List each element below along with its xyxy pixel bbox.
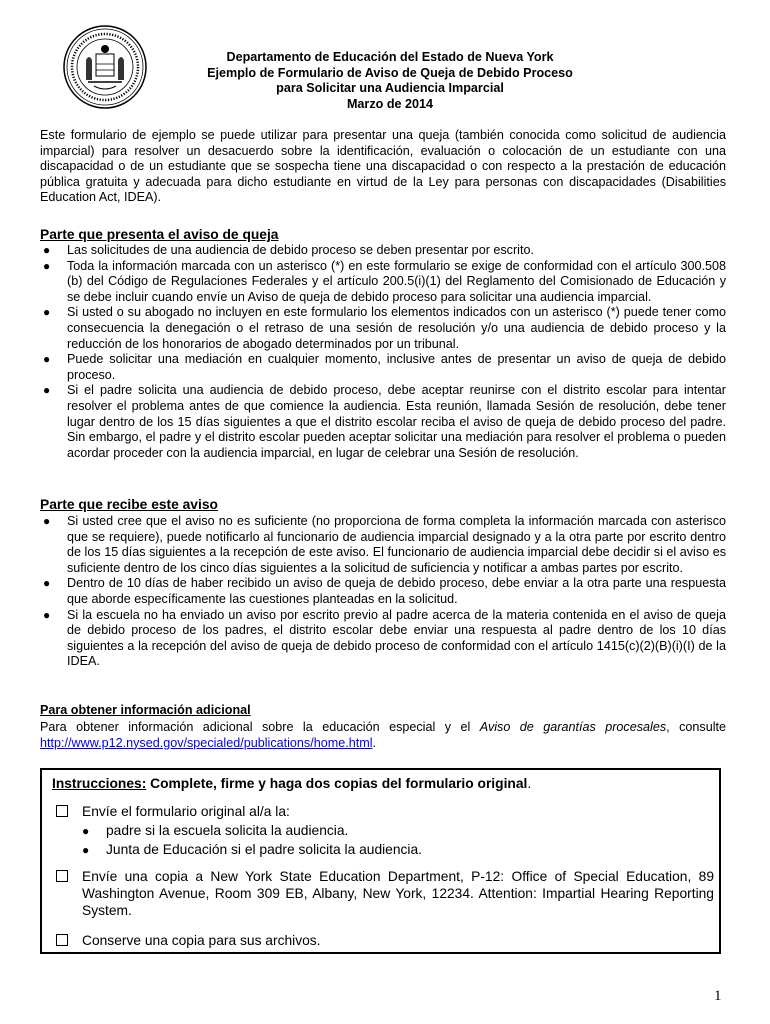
- bullet-icon: ●: [43, 607, 51, 622]
- more-info-italic: Aviso de garantías procesales: [479, 720, 667, 734]
- list-item-text: Si usted o su abogado no incluyen en este formulario los elementos indicados con un asterisco (*) puede tener como consecuencia la denegación o el retraso de una sesión de resolución y/o una audiencia de debido proceso y la reducción de los honorarios de abogado determinados por un tribunal.: [67, 305, 726, 351]
- instruction-item-2: Envíe una copia a New York State Education Department, P-12: Office of Special Education, 89 Washington Avenue, Room 309 EB, Albany, New York, 12234. Attention: Impartial Hearing Reporting System.: [82, 869, 714, 918]
- list-item-text: Si usted cree que el aviso no es suficiente (no proporciona de forma completa la información marcada con asterisco que se requiere), puede notificarlo al funcionario de audiencia imparcial designado y a la otra parte por escrito dentro de los 15 días siguientes a la recepción de este aviso. El funcionario de audiencia imparcial debe decidir si el aviso es suficiente dentro de los cinco días siguientes a la solicitud de suficiencia y notificar a ambas partes por escrito.: [67, 514, 726, 575]
- bullet-icon: ●: [82, 824, 90, 838]
- document-header: [160, 50, 620, 112]
- instructions-box: [40, 768, 721, 954]
- instructions-end: .: [527, 776, 532, 791]
- more-info-end: .: [372, 735, 377, 750]
- header-line-1: Departamento de Educación del Estado de Nueva York: [226, 50, 554, 64]
- header-line-4: Marzo de 2014: [346, 96, 434, 111]
- page-number: 1: [714, 988, 722, 1004]
- instructions-title: [52, 776, 531, 792]
- bullet-icon: ●: [43, 576, 51, 591]
- more-info-heading: Para obtener información adicional: [40, 703, 251, 717]
- list-item: [40, 514, 726, 576]
- checkbox-keep-copy[interactable]: [56, 934, 68, 946]
- header-line-3: para Solicitar una Audiencia Imparcial: [276, 81, 504, 96]
- bullet-icon: ●: [82, 843, 90, 857]
- bullet-icon: ●: [43, 514, 51, 528]
- more-info-text-after: , consulte: [666, 720, 727, 734]
- header-line-2: Ejemplo de Formulario de Aviso de Queja de Debido Proceso: [207, 65, 573, 80]
- instruction-subitem-1: [82, 822, 348, 840]
- bullet-icon: ●: [43, 383, 51, 398]
- instruction-subitem-2: [82, 841, 422, 859]
- section1-heading: Parte que presenta el aviso de queja: [40, 227, 279, 242]
- list-item: [40, 608, 726, 670]
- list-item: [40, 259, 726, 306]
- checkbox-send-copy[interactable]: [56, 870, 68, 882]
- list-item: [40, 576, 726, 607]
- list-item-text: Toda la información marcada con un asterisco (*) en este formulario se exige de conformidad con el artículo 300.508 (b) del Código de Regulaciones Federales y el artículo 200.5(i)(1) del Reglamento del Comisionado de Educación y se debe incluir cuando envíe un Aviso de queja de debido proceso para solicitar una audiencia imparcial.: [67, 258, 726, 304]
- publications-link[interactable]: http://www.p12.nysed.gov/specialed/publications/home.html: [40, 735, 373, 750]
- section2-heading: Parte que recibe este aviso: [40, 497, 218, 512]
- more-info-paragraph: [40, 720, 726, 751]
- bullet-icon: ●: [43, 258, 51, 273]
- bullet-icon: ●: [43, 305, 51, 320]
- list-item: [40, 305, 726, 352]
- subitem-text: padre si la escuela solicita la audiencia.: [106, 823, 349, 838]
- list-item-text: Dentro de 10 días de haber recibido un aviso de queja de debido proceso, debe enviar a la otra parte una respuesta que aborde específicamente las cuestiones planteadas en la solicitud.: [67, 576, 726, 606]
- section1-list: [40, 243, 726, 461]
- bullet-icon: ●: [43, 243, 51, 257]
- intro-paragraph: Este formulario de ejemplo se puede utilizar para presentar una queja (también conocida como solicitud de audiencia imparcial) para resolver un desacuerdo sobre la identificación, evaluación o colocación de un estudiante con una discapacidad o de un estudiante que se sospecha tiene una discapacidad o con respecto a la prestación de educación pública gratuita y adecuada para dicho estudiante en virtud de la Ley para personas con discapacidades (Disabilities Education Act, IDEA).: [40, 128, 726, 205]
- list-item-text: Si el padre solicita una audiencia de debido proceso, debe aceptar reunirse con el distrito escolar para intentar resolver el problema antes de que comience la audiencia. Esta reunión, llamada Sesión de resolución, debe tener lugar dentro de los 15 días siguientes a que el distrito escolar reciba el aviso de queja de debido proceso del padre. Sin embargo, el padre y el distrito escolar pueden aceptar solicitar una mediación para resolver el problema o pueden acordar proceder con la audiencia imparcial, en lugar de celebrar una Sesión de resolución.: [67, 383, 726, 460]
- list-item: [40, 383, 726, 461]
- list-item-text: Puede solicitar una mediación en cualquier momento, inclusive antes de presentar un aviso de queja de debido proceso.: [67, 352, 726, 382]
- instruction-item-1: Envíe el formulario original al/a la:: [82, 804, 290, 819]
- list-item: [40, 352, 726, 383]
- subitem-text: Junta de Educación si el padre solicita la audiencia.: [106, 842, 422, 857]
- instructions-text: Complete, firme y haga dos copias del formulario original: [146, 776, 528, 791]
- state-seal-logo: [62, 24, 148, 110]
- more-info-text: Para obtener información adicional sobre la educación especial y el: [40, 720, 480, 734]
- list-item: [40, 243, 726, 259]
- instructions-label: Instrucciones:: [52, 776, 147, 791]
- section2-list: [40, 514, 726, 670]
- list-item-text: Las solicitudes de una audiencia de debido proceso se deben presentar por escrito.: [67, 243, 534, 257]
- list-item-text: Si la escuela no ha enviado un aviso por escrito previo al padre acerca de la materia contenida en el aviso de queja de debido proceso de los padres, el distrito escolar debe enviar una respuesta al padre dentro de los 10 días siguientes a la recepción del aviso de queja de debido proceso de conformidad con el artículo 1415(c)(2)(B)(i)(I) de la IDEA.: [67, 607, 726, 669]
- bullet-icon: ●: [43, 352, 51, 367]
- checkbox-send-original[interactable]: [56, 805, 68, 817]
- instruction-item-3: Conserve una copia para sus archivos.: [82, 933, 321, 948]
